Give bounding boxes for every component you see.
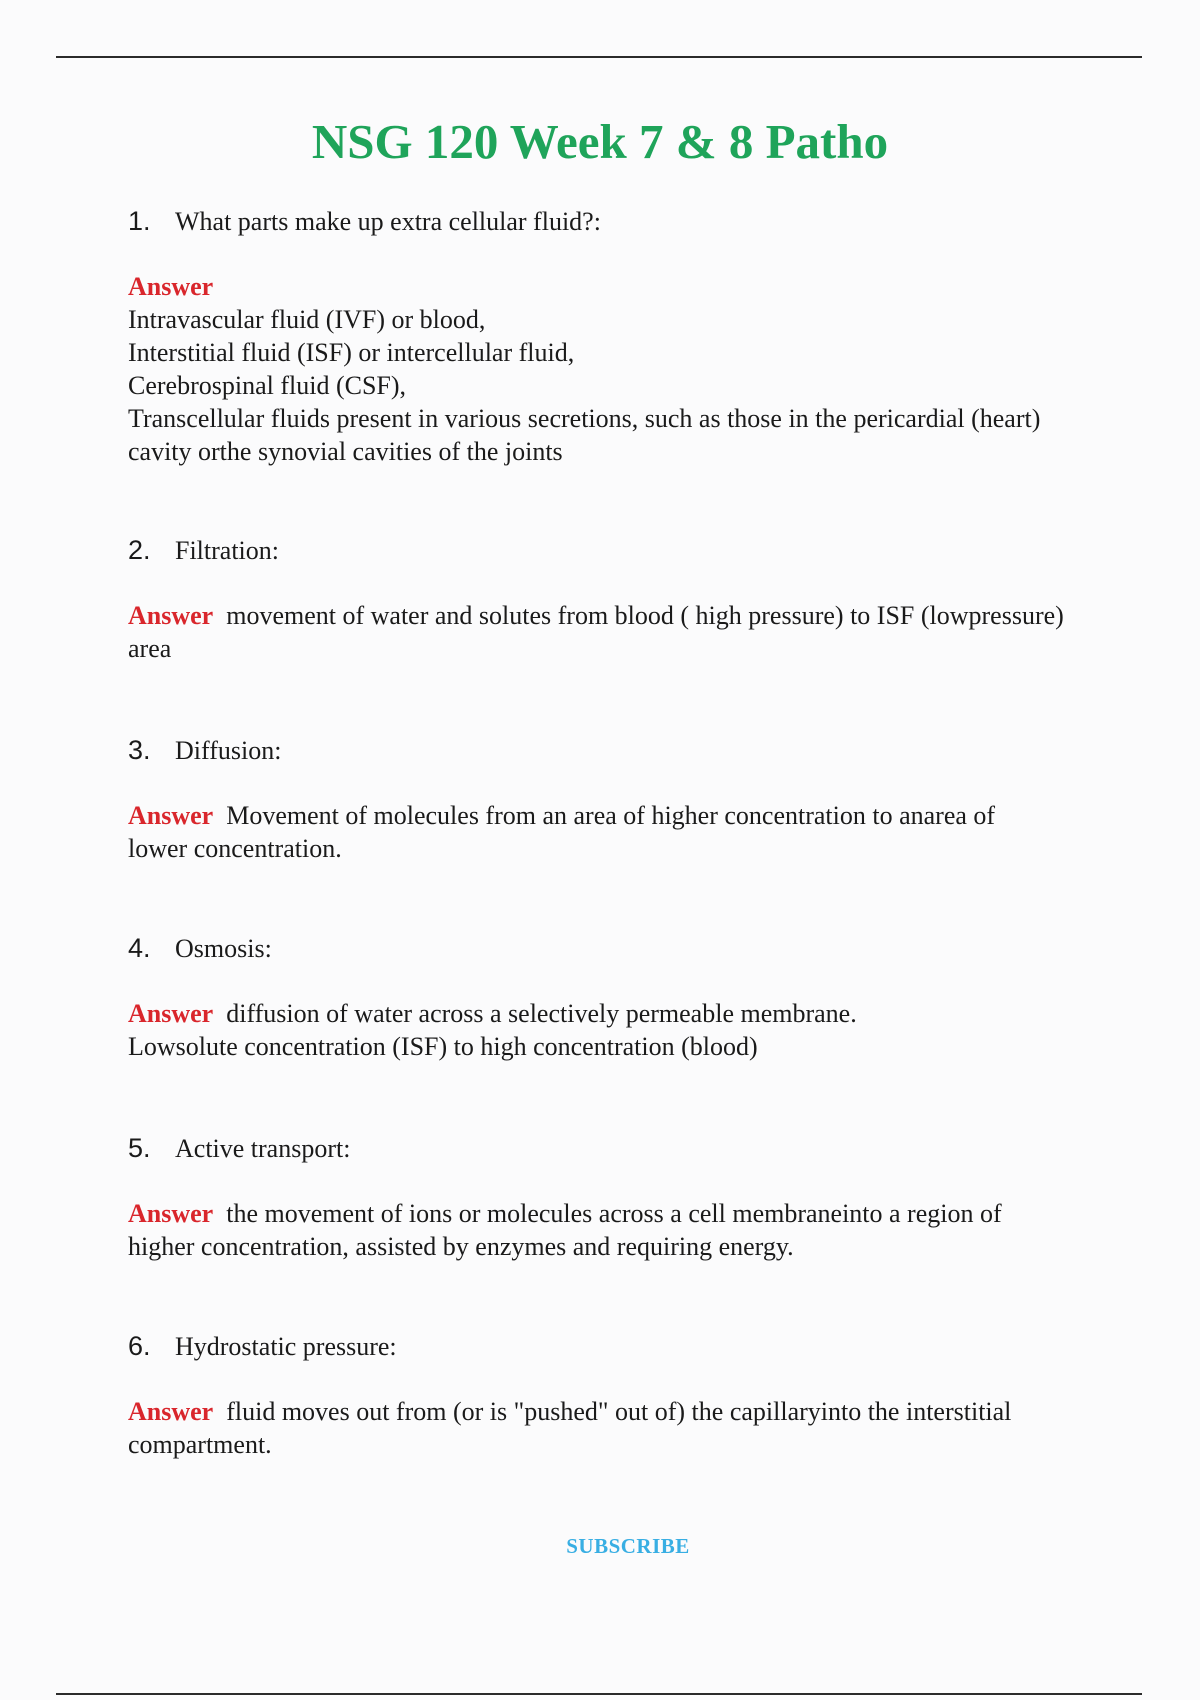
answer-label: Answer bbox=[128, 272, 214, 301]
question-4 bbox=[128, 932, 1128, 1063]
question-number: 2. bbox=[128, 535, 151, 565]
question-number: 3. bbox=[128, 735, 151, 765]
answer-block bbox=[128, 599, 1128, 665]
question-6-heading bbox=[128, 1330, 1128, 1362]
question-6 bbox=[128, 1330, 1128, 1461]
answer-text: fluid moves out from (or is "pushed" out of) the capillaryinto the interstitial bbox=[226, 1397, 1012, 1426]
answer-continuation: Lowsolute concentration (ISF) to high concentration (blood) bbox=[128, 1032, 758, 1061]
answer-label: Answer bbox=[128, 801, 214, 830]
question-3-heading bbox=[128, 734, 1128, 766]
answer-continuation: higher concentration, assisted by enzymes and requiring energy. bbox=[128, 1232, 794, 1261]
answer-line: Transcellular fluids present in various secretions, such as those in the pericardial (heart) bbox=[128, 404, 1041, 433]
question-4-heading bbox=[128, 932, 1128, 964]
question-text: Filtration: bbox=[175, 536, 279, 565]
answer-label: Answer bbox=[128, 1397, 214, 1426]
question-number: 4. bbox=[128, 933, 151, 963]
question-text: Diffusion: bbox=[175, 736, 282, 765]
question-number: 5. bbox=[128, 1133, 151, 1163]
answer-text: diffusion of water across a selectively permeable membrane. bbox=[226, 999, 857, 1028]
answer-line: Cerebrospinal fluid (CSF), bbox=[128, 371, 407, 400]
question-number: 1. bbox=[128, 206, 151, 236]
subscribe-link[interactable]: SUBSCRIBE bbox=[566, 1534, 690, 1558]
question-2 bbox=[128, 534, 1128, 665]
answer-text: the movement of ions or molecules across a cell membraneinto a region of bbox=[226, 1199, 1002, 1228]
answer-line: cavity orthe synovial cavities of the joints bbox=[128, 437, 563, 466]
answer-label: Answer bbox=[128, 601, 214, 630]
answer-label: Answer bbox=[128, 999, 214, 1028]
question-text: What parts make up extra cellular fluid?: bbox=[175, 207, 601, 236]
question-text: Osmosis: bbox=[175, 934, 272, 963]
answer-block bbox=[128, 1395, 1128, 1461]
question-5-heading bbox=[128, 1132, 1128, 1164]
answer-line: Intravascular fluid (IVF) or blood, bbox=[128, 305, 486, 334]
answer-block bbox=[128, 270, 1128, 468]
answer-continuation: compartment. bbox=[128, 1430, 272, 1459]
bottom-rule bbox=[56, 1693, 1142, 1695]
question-1 bbox=[128, 205, 1128, 468]
answer-text: movement of water and solutes from blood ( high pressure) to ISF (lowpressure) bbox=[226, 601, 1064, 630]
question-number: 6. bbox=[128, 1331, 151, 1361]
question-5 bbox=[128, 1132, 1128, 1263]
document-title: NSG 120 Week 7 & 8 Patho bbox=[311, 114, 889, 169]
answer-block bbox=[128, 1197, 1128, 1263]
question-2-heading bbox=[128, 534, 1128, 566]
question-3 bbox=[128, 734, 1128, 865]
answer-text: Movement of molecules from an area of higher concentration to anarea of bbox=[226, 801, 996, 830]
answer-continuation: lower concentration. bbox=[128, 834, 342, 863]
answer-label: Answer bbox=[128, 1199, 214, 1228]
answer-line: Interstitial fluid (ISF) or intercellular fluid, bbox=[128, 338, 575, 367]
answer-continuation: area bbox=[128, 634, 172, 663]
question-text: Active transport: bbox=[175, 1134, 351, 1163]
top-rule bbox=[56, 56, 1142, 58]
question-text: Hydrostatic pressure: bbox=[175, 1332, 397, 1361]
answer-block bbox=[128, 997, 1128, 1063]
answer-block bbox=[128, 799, 1128, 865]
question-1-heading bbox=[128, 205, 1128, 237]
